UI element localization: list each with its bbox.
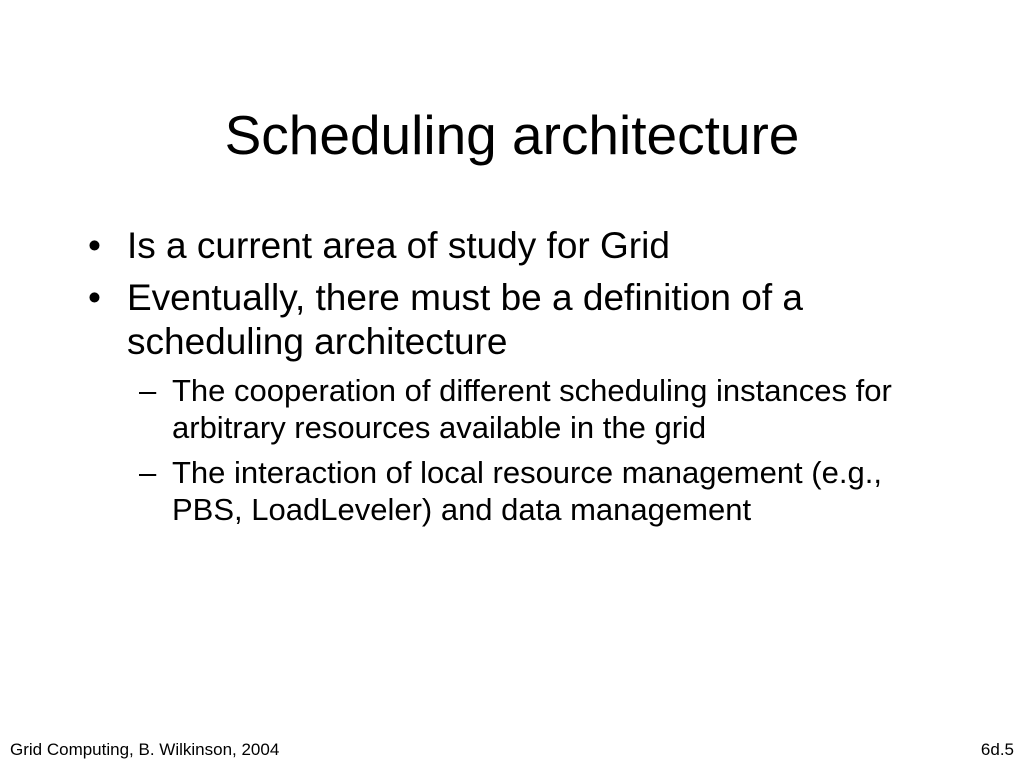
bullet-marker: • — [88, 225, 101, 266]
bullet-item — [84, 276, 944, 364]
sub-bullet-item — [84, 372, 944, 446]
bullet-text: Is a current area of study for Grid — [127, 225, 670, 266]
bullet-text: Eventually, there must be a definition of a scheduling architecture — [127, 277, 803, 362]
bullet-item — [84, 224, 944, 268]
slide-body — [84, 224, 944, 536]
footer-credit: Grid Computing, B. Wilkinson, 2004 — [10, 740, 280, 759]
slide-title: Scheduling architecture — [224, 104, 800, 166]
sub-bullet-text: The cooperation of different scheduling instances for arbitrary resources available in the grid — [172, 373, 892, 445]
sub-bullet-marker: – — [139, 455, 157, 490]
sub-bullet-text: The interaction of local resource management (e.g., PBS, LoadLeveler) and data management — [172, 455, 882, 527]
sub-bullet-item — [84, 454, 944, 528]
sub-bullet-marker: – — [139, 373, 157, 408]
bullet-marker: • — [88, 277, 101, 318]
slide-number: 6d.5 — [980, 740, 1014, 759]
